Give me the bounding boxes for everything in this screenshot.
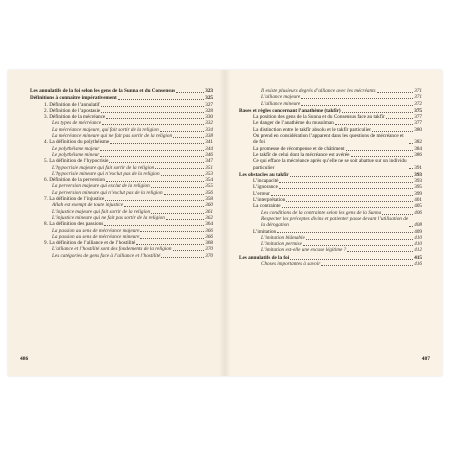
toc-entry-page: 358 xyxy=(205,196,213,203)
toc-entry-page: 362 xyxy=(205,214,213,221)
toc-entry-title: L’imitation est-elle une excuse légitime ? xyxy=(261,247,347,254)
left-page xyxy=(8,70,225,376)
dot-leader xyxy=(277,232,413,233)
dot-leader xyxy=(155,168,204,169)
dot-leader xyxy=(342,112,414,113)
dot-leader xyxy=(161,175,205,176)
toc-entry xyxy=(239,247,422,253)
dot-leader xyxy=(271,195,413,196)
toc-entry-title: L’imitation blâmable xyxy=(261,234,305,241)
page-number-right: 487 xyxy=(421,356,430,362)
dot-leader xyxy=(351,156,414,157)
dot-leader xyxy=(136,244,204,245)
gutter-shadow xyxy=(225,70,231,376)
toc-entry-title: Les catégories de gens face à l’alliance et l’hostilité xyxy=(52,252,161,259)
dot-leader xyxy=(106,181,204,182)
dot-leader xyxy=(105,200,204,201)
dot-leader xyxy=(118,99,204,100)
toc-entry-page: 410 xyxy=(414,234,422,241)
toc-entry-page: 375 xyxy=(414,107,422,114)
toc-entry-page: 380 xyxy=(414,126,422,133)
dot-leader xyxy=(377,92,414,93)
dot-leader xyxy=(151,213,204,214)
toc-entry-page: 327 xyxy=(205,101,213,108)
toc-entry-title: L’interprétation xyxy=(253,197,286,204)
toc-entry-title: Choses importantes à savoir xyxy=(261,261,321,268)
toc-entry-page: 328 xyxy=(205,107,213,114)
dot-leader xyxy=(164,194,205,195)
toc-entry-page: 338 xyxy=(205,133,213,140)
dot-leader xyxy=(290,259,413,260)
dot-leader xyxy=(140,238,204,239)
toc-entry-page: 323 xyxy=(205,88,213,94)
toc-entry-title: L’injustice majeure qui fait sortir de la religion xyxy=(52,208,151,215)
dot-leader xyxy=(409,143,413,144)
toc-entry xyxy=(239,133,422,146)
toc-entry-page: 415 xyxy=(414,254,422,261)
toc-entry-page: 361 xyxy=(205,208,213,215)
dot-leader xyxy=(100,156,204,157)
dot-leader xyxy=(101,112,204,113)
toc-entry-page: 371 xyxy=(414,94,422,101)
toc-entry-title: L’hypocrisie majeure qui fait sortir de la religion xyxy=(52,164,155,171)
toc-entry-title: 5. La définition de l’hypocrisie xyxy=(44,158,109,165)
toc-entry-title: L’imitation xyxy=(253,228,277,235)
toc-entry-title: Bases et règles concernant l’anathème (takfîr) xyxy=(239,107,341,114)
toc-entry-page: 364 xyxy=(205,221,213,228)
toc-entry xyxy=(30,253,213,259)
toc-entry-page: 370 xyxy=(205,252,213,259)
toc-entry-title: 6. Définition de la perversion xyxy=(44,177,105,184)
toc-entry-page: 408 xyxy=(414,222,422,229)
dot-leader xyxy=(109,162,204,163)
toc-entry-title: La perversion mineure qui n’exclut pas de la religion xyxy=(52,189,163,196)
dot-leader xyxy=(106,118,204,119)
toc-entry-page: 368 xyxy=(205,240,213,247)
toc-entry-page: 360 xyxy=(205,202,213,209)
dot-leader xyxy=(409,226,413,227)
dot-leader xyxy=(279,182,413,183)
toc-entry-page: 412 xyxy=(414,247,422,254)
toc-entry-page: 401 xyxy=(414,197,422,204)
dot-leader xyxy=(306,239,413,240)
dot-leader xyxy=(161,257,204,258)
toc-entry-page: 330 xyxy=(205,114,213,121)
dot-leader xyxy=(301,98,413,99)
toc-entry-title: 2. Définition de l’apostasie xyxy=(44,107,101,114)
toc-entry-page: 377 xyxy=(414,114,422,121)
toc-entry-title: La position des gens de la Sunna et du Consensus face au takfîr xyxy=(253,114,385,121)
toc-entry-page: 386 xyxy=(414,151,422,158)
toc-entry xyxy=(239,158,422,171)
toc-entry-title: Les conditions de la contrainte selon les gens de la Sunna xyxy=(261,209,382,216)
toc-entry-title: Ce qui efface la mécréance après qu’elle ne se soit abattue sur un individu particulier xyxy=(253,158,407,171)
toc-entry xyxy=(30,88,213,94)
toc-entry-title: L’hypocrisie mineure qui n’exclut pas de la religion xyxy=(52,170,160,177)
toc-entry xyxy=(239,216,422,229)
toc-entry-page: 356 xyxy=(205,189,213,196)
toc-entry-title: L’erreur xyxy=(253,190,270,197)
toc-entry xyxy=(239,101,422,107)
toc-entry-page: 332 xyxy=(205,120,213,127)
dot-leader xyxy=(100,150,204,151)
toc-entry-page: 406 xyxy=(414,209,422,216)
toc-entry-title: 1. Définition de l’annulatif xyxy=(44,101,100,108)
toc-entry-page: 393 xyxy=(414,171,422,178)
dot-leader xyxy=(176,92,204,93)
toc-entry-page: 370 xyxy=(205,246,213,253)
toc-entry-page: 405 xyxy=(414,203,422,210)
toc-entry-title: La distinction entre le takfîr absolu et le takfîr particulier xyxy=(253,126,371,133)
toc-entry-page: 382 xyxy=(414,139,422,146)
toc-entry-title: 7. La définition de l’injustice xyxy=(44,196,105,203)
toc-entry-title: Définitions à connaître impérativement xyxy=(30,95,117,102)
dot-leader xyxy=(409,168,413,169)
toc-entry-title: 4. La définition du polythéisme xyxy=(44,139,110,146)
page-number-left: 486 xyxy=(20,356,29,362)
toc-entry-title: 3. Définition de la mécréance xyxy=(44,114,106,121)
dot-leader xyxy=(290,176,414,177)
book-spread xyxy=(8,70,442,376)
toc-entry-page: 366 xyxy=(205,233,213,240)
toc-entry-title: La mécréance majeure, qui fait sortir de la religion xyxy=(52,126,159,133)
table-of-contents-right xyxy=(239,88,422,267)
right-page xyxy=(225,70,442,376)
toc-entry-page: 346 xyxy=(205,151,213,158)
toc-entry-title: Les annulatifs de la foi xyxy=(239,254,290,261)
toc-entry xyxy=(239,261,422,267)
dot-leader xyxy=(301,105,413,106)
toc-entry-page: 384 xyxy=(414,145,422,152)
toc-entry-title: On prend en considération l’apparent dans les questions de mécréance et de foi xyxy=(253,133,404,146)
toc-entry-title: Les obstacles au takfîr xyxy=(239,171,289,178)
dot-leader xyxy=(382,214,413,215)
toc-entry-title: Le takfîr de celui dont la mécréance est avérée xyxy=(253,151,350,158)
dot-leader xyxy=(303,245,413,246)
toc-entry-title: La contrainte xyxy=(253,203,281,210)
dot-leader xyxy=(347,251,413,252)
toc-entry-title: La perversion majeure qui exclut de la religion xyxy=(52,183,150,190)
toc-entry-title: La passion au sens de mécréance majeure xyxy=(52,227,140,234)
toc-entry-title: 9. La définition de l’alliance et de l’hostilité xyxy=(44,240,136,247)
toc-entry-title: La mécréance mineure qui ne fait pas sortir de la religion xyxy=(52,133,173,140)
toc-entry-page: 344 xyxy=(205,145,213,152)
toc-entry-page: 371 xyxy=(414,88,422,94)
toc-entry-page: 334 xyxy=(205,126,213,133)
dot-leader xyxy=(335,124,413,125)
dot-leader xyxy=(279,188,413,189)
toc-entry-page: 377 xyxy=(414,120,422,127)
toc-entry-title: Respecter les préceptes divins et patienter passe devant l’utilisation de la dérogation xyxy=(261,215,409,229)
toc-entry-page: 366 xyxy=(205,227,213,234)
dot-leader xyxy=(286,201,413,202)
toc-entry-page: 393 xyxy=(414,178,422,185)
table-of-contents-left xyxy=(30,88,213,259)
dot-leader xyxy=(346,150,414,151)
toc-entry-title: 8. La définition des passions xyxy=(44,221,104,228)
toc-entry-page: 341 xyxy=(205,139,213,146)
toc-entry-page: 391 xyxy=(414,164,422,171)
toc-entry-page: 353 xyxy=(205,170,213,177)
dot-leader xyxy=(110,143,204,144)
toc-entry-title: L’incapacité xyxy=(253,178,279,185)
dot-leader xyxy=(282,207,414,208)
toc-entry-title: L’ignorance xyxy=(253,184,278,191)
dot-leader xyxy=(124,206,204,207)
dot-leader xyxy=(104,225,204,226)
toc-entry-title: L’imitation permise xyxy=(261,241,302,248)
toc-entry-title: L’injustice mineure qui ne fait pas sortir de la religion xyxy=(52,214,165,221)
toc-entry-page: 409 xyxy=(414,228,422,235)
toc-entry-page: 354 xyxy=(205,177,213,184)
toc-entry-page: 410 xyxy=(414,241,422,248)
toc-entry-title: Les types de mécréance xyxy=(52,120,102,127)
dot-leader xyxy=(140,231,204,232)
dot-leader xyxy=(102,124,204,125)
toc-entry-page: 395 xyxy=(414,184,422,191)
toc-entry-title: Allah est exempt de toute injustice xyxy=(52,202,124,209)
dot-leader xyxy=(173,137,204,138)
toc-entry-title: L’alliance mineure xyxy=(261,100,301,107)
toc-entry-title: Le polythéisme majeur xyxy=(52,145,100,152)
toc-entry-title: La passion au sens de mécréance mineure xyxy=(52,233,140,240)
toc-entry-title: Les annulatifs de la foi selon les gens de la Sunna et du Consensus xyxy=(30,88,176,94)
toc-entry-page: 416 xyxy=(414,261,422,268)
toc-entry-title: La promesse de récompense et de châtiment xyxy=(253,145,345,152)
toc-entry-page: 351 xyxy=(205,164,213,171)
toc-entry-page: 355 xyxy=(205,183,213,190)
toc-entry-title: Le polythéisme mineur xyxy=(52,151,100,158)
dot-leader xyxy=(321,265,413,266)
toc-entry-page: 372 xyxy=(414,100,422,107)
dot-leader xyxy=(101,106,205,107)
toc-entry-title: Le danger de l’anathème du musulman xyxy=(253,120,334,127)
dot-leader xyxy=(372,131,413,132)
dot-leader xyxy=(151,187,204,188)
toc-entry-title: L’alliance majeure xyxy=(261,94,301,101)
toc-entry-page: 399 xyxy=(414,190,422,197)
dot-leader xyxy=(160,131,205,132)
toc-entry-title: Il existe plusieurs degrés d’alliance avec les mécréants xyxy=(261,88,376,94)
toc-entry-page: 325 xyxy=(205,95,213,102)
dot-leader xyxy=(386,118,414,119)
dot-leader xyxy=(173,250,205,251)
toc-entry-page: 347 xyxy=(205,158,213,165)
dot-leader xyxy=(166,219,204,220)
toc-entry-title: L’alliance et l’hostilité sont des fondements de la religion xyxy=(52,246,172,253)
